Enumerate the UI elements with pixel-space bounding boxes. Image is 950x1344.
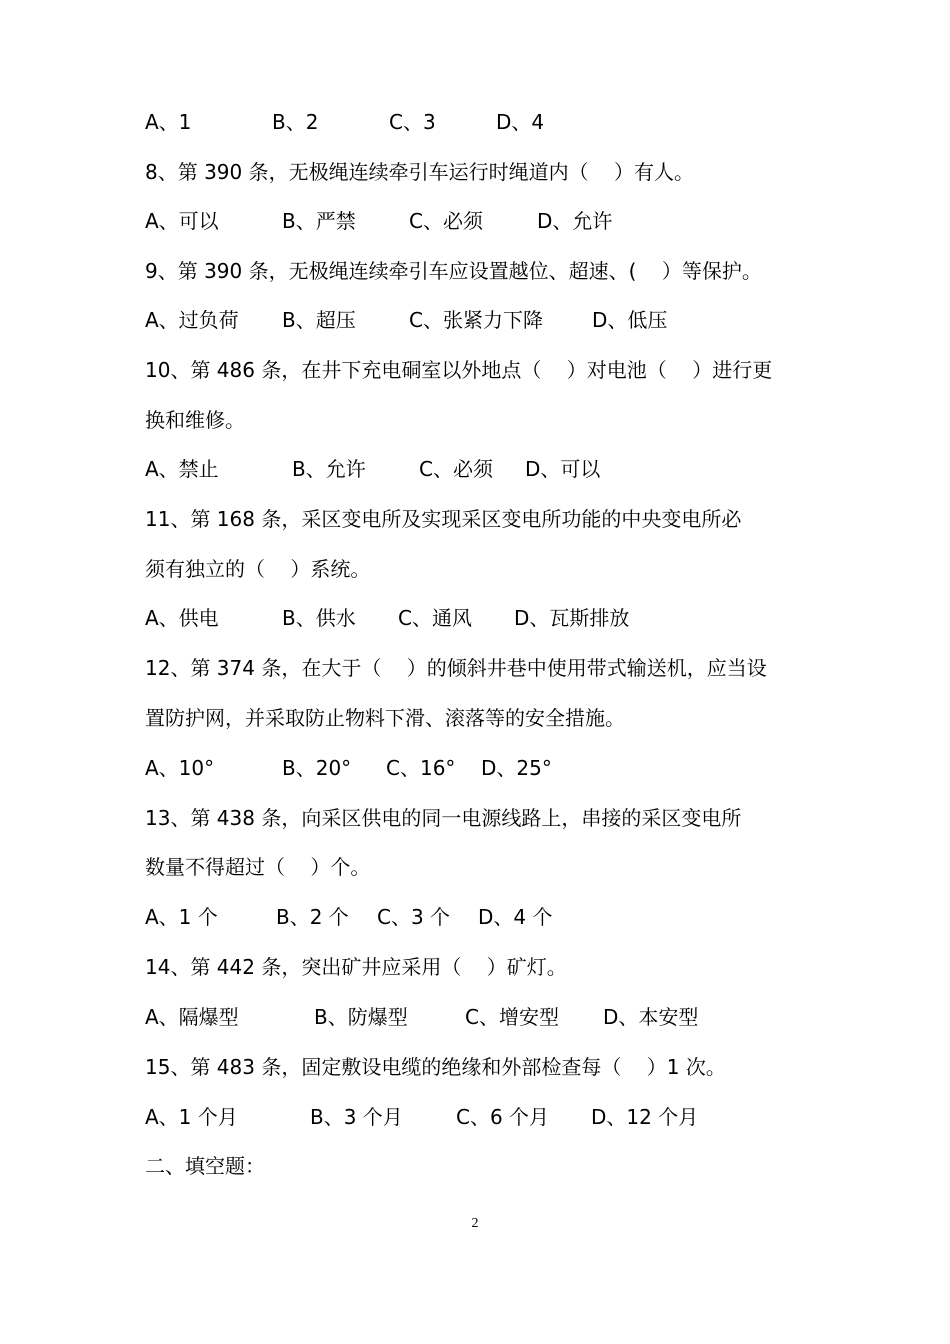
answer-option: C、必须 (409, 209, 483, 233)
answer-option: D、可以 (525, 457, 601, 481)
question-text: 10、第 486 条，在井下充电硐室以外地点（ ）对电池（ ）进行更 (145, 358, 773, 382)
answer-option: D、本安型 (603, 1005, 699, 1029)
answer-option: D、允许 (537, 209, 613, 233)
question-text: 12、第 374 条，在大于（ ）的倾斜井巷中使用带式输送机，应当设 (145, 656, 767, 680)
answer-option: D、12 个月 (591, 1105, 699, 1129)
answer-option: C、3 个 (377, 905, 451, 929)
answer-option: A、过负荷 (145, 308, 239, 332)
answer-option: B、2 个 (276, 905, 349, 929)
answer-option: A、可以 (145, 209, 219, 233)
answer-option: D、4 (496, 110, 545, 134)
question-text: 15、第 483 条，固定敷设电缆的绝缘和外部检查每（ ）1 次。 (145, 1055, 726, 1079)
answer-option: D、瓦斯排放 (514, 606, 630, 630)
answer-option: B、供水 (282, 606, 356, 630)
answer-option: C、3 (389, 110, 436, 134)
answer-option: D、25° (481, 756, 552, 780)
answer-option: B、严禁 (282, 209, 356, 233)
answer-option: A、隔爆型 (145, 1005, 239, 1029)
answer-option: A、10° (145, 756, 215, 780)
answer-option: D、4 个 (478, 905, 553, 929)
question-text: 14、第 442 条，突出矿井应采用（ ）矿灯。 (145, 955, 567, 979)
answer-option: C、增安型 (465, 1005, 559, 1029)
answer-option: A、禁止 (145, 457, 219, 481)
question-text: 置防护网，并采取防止物料下滑、滚落等的安全措施。 (145, 706, 625, 730)
answer-option: C、张紧力下降 (409, 308, 543, 332)
answer-option: A、1 个月 (145, 1105, 238, 1129)
answer-option: D、低压 (592, 308, 668, 332)
answer-option: B、防爆型 (314, 1005, 408, 1029)
page-number: 2 (471, 1216, 479, 1231)
question-text: 9、第 390 条，无极绳连续牵引车应设置越位、超速、( ）等保护。 (145, 259, 762, 283)
question-text: 须有独立的（ ）系统。 (145, 557, 371, 581)
question-text: 换和维修。 (145, 408, 245, 432)
answer-option: B、超压 (282, 308, 356, 332)
answer-option: C、必须 (419, 457, 493, 481)
answer-option: B、3 个月 (310, 1105, 403, 1129)
question-text: 11、第 168 条，采区变电所及实现采区变电所功能的中央变电所必 (145, 507, 742, 531)
answer-option: B、2 (272, 110, 319, 134)
answer-option: B、20° (282, 756, 352, 780)
answer-option: A、1 个 (145, 905, 218, 929)
answer-option: B、允许 (292, 457, 366, 481)
question-text: 8、第 390 条，无极绳连续牵引车运行时绳道内（ ）有人。 (145, 160, 695, 184)
question-text: 数量不得超过（ ）个。 (145, 855, 371, 879)
answer-option: A、1 (145, 110, 192, 134)
answer-option: C、16° (386, 756, 456, 780)
section-heading: 二、填空题： (145, 1154, 265, 1178)
answer-option: C、通风 (398, 606, 472, 630)
answer-option: C、6 个月 (456, 1105, 550, 1129)
answer-option: A、供电 (145, 606, 219, 630)
question-text: 13、第 438 条，向采区供电的同一电源线路上，串接的采区变电所 (145, 806, 742, 830)
